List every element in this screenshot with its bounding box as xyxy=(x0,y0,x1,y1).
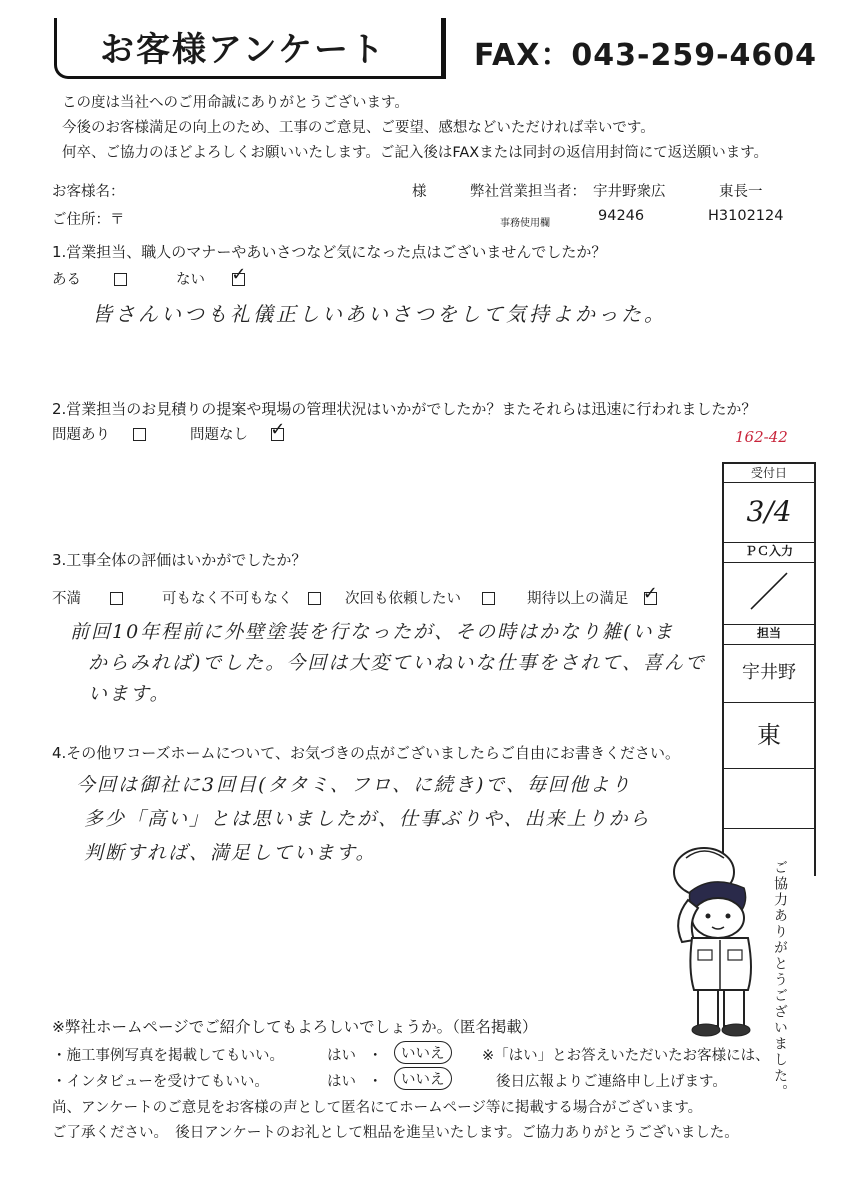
q1-option-no[interactable] xyxy=(176,263,247,289)
staff-name-2: 東長一 xyxy=(719,184,763,200)
worker-mascot-illustration xyxy=(652,830,772,1045)
intro-line-1: この度は当社へのご用命誠にありがとうございます。 xyxy=(62,95,409,111)
page-title: お客様アンケート xyxy=(100,30,386,70)
office-use-label: 事務使用欄 xyxy=(500,218,550,229)
check-mark-icon: ✓ xyxy=(642,582,658,604)
q3-answer-line-3: います。 xyxy=(88,683,171,705)
honorific: 様 xyxy=(412,184,427,200)
q1-question: 1.営業担当、職人のマナーやあいさつなど気になった点はございませんでしたか？ xyxy=(52,243,607,261)
office-code-2: H3102124 xyxy=(708,208,784,224)
q2-option-no[interactable] xyxy=(190,418,286,444)
q2-option-yes[interactable] xyxy=(52,423,146,444)
mascot-thanks: ご協力ありがとうございました。 xyxy=(772,860,788,1100)
q4-answer-line-2: 多少「高い」とは思いましたが、仕事ぶりや、出来上りから xyxy=(84,808,651,830)
pc-value: ／ xyxy=(724,562,814,625)
check-mark-icon: ✓ xyxy=(270,418,286,440)
date-value: 3/4 xyxy=(724,482,814,543)
q3-question: 3.工事全体の評価はいかがでしたか？ xyxy=(52,551,307,569)
footer-line-2: ご了承ください。 後日アンケートのお礼として粗品を進呈いたします。ご協力ありがとうございました。 xyxy=(52,1125,739,1141)
charge-value-2: 東 xyxy=(724,702,814,769)
q4-answer-line-1: 今回は御社に3回目(タタミ、フロ、に続き)で、毎回他より xyxy=(76,774,633,796)
q3-option-2[interactable] xyxy=(162,587,321,608)
charge-value-1: 宇井野 xyxy=(724,644,814,703)
q2-yes-checkbox[interactable] xyxy=(133,428,146,441)
q3-option-4-checkbox[interactable] xyxy=(642,582,658,605)
customer-name-label: お客様名： xyxy=(52,184,125,200)
q3-answer-line-1: 前回10年程前に外壁塗装を行なったが、その時はかなり雑(いま xyxy=(70,621,675,643)
q3-option-3-label: 次回も依頼したい xyxy=(345,591,461,607)
consent-2-yes[interactable]: はい xyxy=(327,1074,356,1090)
staff-name-1: 宇井野衆広 xyxy=(593,184,666,200)
q3-option-3[interactable] xyxy=(345,587,495,608)
q3-option-2-label: 可もなく不可もなく xyxy=(162,591,293,607)
consent-item-2: ・インタビューを受けてもいい。 xyxy=(52,1074,269,1090)
red-note: 162-42 xyxy=(735,428,788,446)
face-icon xyxy=(692,898,744,938)
q3-answer-line-2: からみれば)でした。今回は大変ていねいな仕事をされて、喜んで xyxy=(88,652,707,674)
q3-option-1-checkbox[interactable] xyxy=(110,592,123,605)
q1-answer: 皆さんいつも礼儀正しいあいさつをして気持よかった。 xyxy=(92,302,667,326)
q1-option-yes-label: ある xyxy=(52,272,81,288)
consent-1-yes[interactable]: はい xyxy=(327,1048,356,1064)
fax-number: FAX：043-259-4604 xyxy=(474,38,818,73)
q3-option-3-checkbox[interactable] xyxy=(482,592,495,605)
q4-question: 4.その他ワコーズホームについて、お気づきの点がございましたらご自由にお書きください。 xyxy=(52,744,680,762)
q2-question: 2.営業担当のお見積りの提案や現場の管理状況はいかがでしたか？またそれらは迅速に行われましたか？ xyxy=(52,400,757,418)
office-stamp-column xyxy=(722,462,816,876)
q3-option-4[interactable] xyxy=(527,582,658,608)
q4-answer-line-3: 判断すれば、満足しています。 xyxy=(84,842,377,864)
consent-item-1: ・施工事例写真を掲載してもいい。 xyxy=(52,1048,284,1064)
staff-label: 弊社営業担当者： xyxy=(470,184,586,200)
q2-option-no-label: 問題なし xyxy=(190,427,248,443)
q1-yes-checkbox[interactable] xyxy=(114,273,127,286)
consent-1-no[interactable]: いいえ xyxy=(394,1041,452,1064)
address-label: ご住所：〒 xyxy=(52,212,125,228)
consent-1-separator: ・ xyxy=(368,1048,383,1064)
consent-note-2: 後日広報よりご連絡申し上げます。 xyxy=(496,1074,727,1090)
q2-no-checkbox[interactable] xyxy=(270,418,286,441)
pc-label: ＰＣ入力 xyxy=(724,542,814,563)
q3-option-1[interactable] xyxy=(52,587,123,608)
q3-option-2-checkbox[interactable] xyxy=(308,592,321,605)
office-code-1: 94246 xyxy=(598,208,645,224)
intro-line-3: 何卒、ご協力のほどよろしくお願いいたします。ご記入後はFAXまたは同封の返信用封筒にて返送願います。 xyxy=(62,145,769,161)
consent-title: ※弊社ホームページでご紹介してもよろしいでしょうか。（匿名掲載） xyxy=(52,1018,538,1036)
q1-no-checkbox[interactable] xyxy=(231,263,247,286)
q3-option-4-label: 期待以上の満足 xyxy=(527,591,629,607)
intro-line-2: 今後のお客様満足の向上のため、工事のご意見、ご要望、感想などいただければ幸いです。 xyxy=(62,120,655,136)
footer-line-1: 尚、アンケートのご意見をお客様の声として匿名にてホームページ等に掲載する場合がございます。 xyxy=(52,1100,703,1116)
date-label: 受付日 xyxy=(724,464,814,483)
q3-option-1-label: 不満 xyxy=(52,591,81,607)
consent-2-no[interactable]: いいえ xyxy=(394,1067,452,1090)
charge-label: 担当 xyxy=(724,624,814,645)
q2-option-yes-label: 問題あり xyxy=(52,427,110,443)
consent-2-separator: ・ xyxy=(368,1074,383,1090)
consent-note-1: ※「はい」とお答えいただいたお客様には、 xyxy=(482,1048,770,1064)
q1-option-yes[interactable] xyxy=(52,268,127,289)
check-mark-icon: ✓ xyxy=(231,263,247,285)
empty-row xyxy=(724,768,814,829)
q1-option-no-label: ない xyxy=(176,272,205,288)
